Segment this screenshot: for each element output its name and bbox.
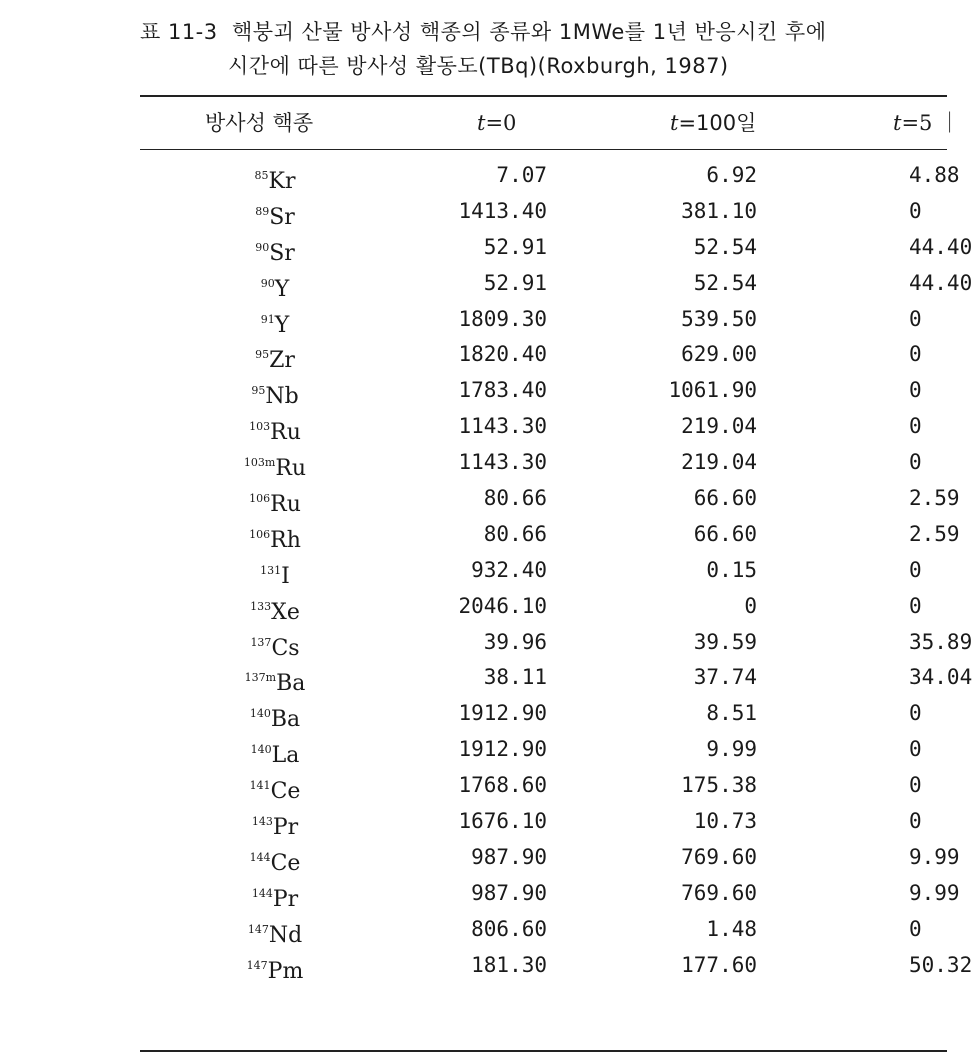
nuclide-cell [220,266,330,302]
activity-t100: 8.51 [706,701,757,726]
activity-t0: 1413.40 [458,198,547,223]
activity-t100: 6.92 [706,163,757,187]
element-symbol: Ba [270,707,301,733]
activity-t0: 1768.60 [458,773,547,798]
activity-t0: 39.96 [483,629,547,654]
mass-number: 89 [255,204,270,218]
element-symbol: Ru [270,420,301,446]
element-symbol: Y [274,312,290,338]
table-row [140,194,947,230]
element-symbol: Pm [267,958,304,984]
header-nuclide: 방사성 핵종 [205,111,314,135]
element-symbol: Zr [269,348,295,374]
header-t100 [670,106,756,140]
element-symbol: Ce [270,779,301,805]
activity-t0: 80.66 [483,486,547,511]
activity-t5: 0 [909,342,922,367]
header-t5-var: t [893,111,902,135]
nuclide-cell [220,158,330,194]
table-row [140,804,947,840]
activity-t0: 80.66 [483,521,547,546]
table-row [140,266,972,302]
table-row [140,373,947,409]
table-bottom-rule [140,1050,947,1052]
activity-t0: 1809.30 [458,306,547,331]
caption-title-part-2: 시간에 따른 방사성 활동도(TBq)(Roxburgh, 1987) [228,54,729,78]
mass-number: 140 [250,743,272,757]
mass-number: 137m [244,671,277,685]
activity-t0: 38.11 [483,665,547,690]
caption-line-1 [140,15,947,49]
element-symbol: Sr [269,204,295,230]
activity-t100: 219.04 [681,450,757,475]
mass-number: 144 [251,886,273,900]
activity-t5: 44.40 [909,270,972,295]
table-row [140,409,947,445]
activity-t100: 66.60 [693,486,757,511]
element-symbol: Y [274,276,290,302]
activity-t0: 1820.40 [458,342,547,367]
element-symbol: Ru [275,456,307,482]
activity-t5: 0 [909,198,922,223]
mass-number: 103 [249,420,271,434]
activity-t5: 2.59 [909,521,960,546]
mass-number: 106 [249,527,271,541]
nuclide-cell [220,804,330,840]
element-symbol: Pr [272,815,299,841]
activity-t0: 1912.90 [458,737,547,762]
activity-t100: 39.59 [693,629,757,654]
mass-number: 133 [250,599,272,613]
activity-t5: 0 [909,737,922,762]
element-symbol: I [281,563,290,589]
mass-number: 103m [243,456,276,470]
table-row [140,840,960,876]
table-row [140,589,947,625]
activity-t100: 769.60 [681,844,757,869]
activity-t100: 381.10 [681,198,757,223]
header-t0-var: t [477,111,486,135]
activity-t0: 1912.90 [458,701,547,726]
table-top-rule [140,95,947,97]
nuclide-cell [220,373,330,409]
activity-t5: 0 [909,701,922,726]
table-row [140,732,947,768]
caption-table-number: 표 11-3 [140,20,218,44]
activity-t5: 34.04 [909,665,972,690]
activity-t0: 987.90 [471,880,547,905]
activity-t5: 2.59 [909,486,960,511]
element-symbol: La [271,743,300,769]
activity-t5: 50.32 [909,952,972,977]
element-symbol: Ru [270,492,301,518]
activity-t100: 10.73 [693,809,757,834]
activity-t100: 219.04 [681,414,757,439]
activity-t100: 0.15 [706,557,757,582]
mass-number: 147 [246,958,268,972]
table-row [140,337,947,373]
table-row [140,660,972,697]
nuclide-cell [220,409,330,445]
nuclide-cell [220,840,330,876]
activity-t0: 1143.30 [458,450,547,475]
table-row [140,302,947,338]
activity-t0: 2046.10 [458,593,547,618]
activity-t5: 9.99 [909,880,960,905]
activity-t0: 932.40 [471,557,547,582]
activity-t5: 35.89 [909,629,972,654]
nuclide-cell [220,948,330,984]
activity-t100: 52.54 [693,270,757,295]
table-row [140,625,972,661]
mass-number: 85 [254,169,269,182]
activity-t5: 0 [909,378,922,403]
table-row [140,948,972,984]
table-row [140,517,960,553]
activity-t0: 1143.30 [458,414,547,439]
activity-t100: 1.48 [706,916,757,941]
mass-number: 106 [249,492,271,506]
mass-number: 90 [255,240,270,254]
activity-t0: 181.30 [471,952,547,977]
table-row [140,445,947,481]
caption-title-part-1: 핵붕괴 산물 방사성 핵종의 종류와 1MWe를 1년 반응시킨 후에 [232,20,827,44]
activity-t5: 9.99 [909,844,960,869]
activity-t100: 52.54 [693,234,757,259]
element-symbol: Nd [268,922,303,948]
activity-t100: 66.60 [693,521,757,546]
element-symbol: Xe [271,599,300,625]
mass-number: 95 [255,348,270,362]
mass-number: 91 [260,312,275,326]
activity-t5: 0 [909,916,922,941]
mass-number: 147 [247,922,269,936]
nuclide-cell [220,696,330,732]
nuclide-cell [220,625,330,661]
activity-t5: 0 [909,809,922,834]
element-symbol: Pr [272,886,299,912]
table-row [140,768,947,804]
header-t0-value: =0 [485,111,517,135]
activity-t100: 0 [744,593,757,618]
nuclide-cell [220,337,330,373]
element-symbol: Sr [269,240,295,266]
activity-t0: 1783.40 [458,378,547,403]
activity-t5: 0 [909,414,922,439]
mass-number: 95 [251,384,266,398]
table-row [140,481,960,518]
header-t5 [893,106,960,140]
element-symbol: Nb [265,384,299,410]
table-header-rule [140,149,947,150]
nuclide-cell [220,912,330,948]
caption-line-2 [140,49,947,83]
activity-t100: 175.38 [681,773,757,798]
activity-t100: 629.00 [681,342,757,367]
mass-number: 137 [250,635,272,649]
nuclide-cell [220,660,330,696]
activity-t0: 1676.10 [458,809,547,834]
element-symbol: Ba [276,671,306,697]
activity-t0: 806.60 [471,916,547,941]
activity-t0: 52.91 [483,234,547,259]
mass-number: 90 [260,276,275,290]
nuclide-cell [220,517,330,553]
nuclide-cell [220,230,330,266]
nuclide-cell [220,302,330,338]
activity-t5: 0 [909,557,922,582]
table-row [140,230,972,266]
nuclide-cell [220,445,330,481]
element-symbol: Ce [270,850,301,876]
table-body [140,158,972,984]
nuclide-cell [220,732,330,768]
mass-number: 140 [249,707,271,721]
activity-t5: 0 [909,450,922,475]
mass-number: 131 [260,563,282,577]
activity-t5: 44.40 [909,234,972,259]
nuclide-cell [220,194,330,230]
activity-t5: 0 [909,306,922,331]
activity-t100: 1061.90 [668,378,757,403]
header-t100-var: t [670,111,679,135]
activity-t100: 177.60 [681,952,757,977]
mass-number: 143 [251,815,273,829]
table-row [140,876,960,912]
table-row [140,912,947,948]
header-t0 [477,106,516,140]
table-row [140,158,960,194]
element-symbol: Kr [268,169,296,194]
nuclide-cell [220,481,330,517]
table-caption [140,15,947,95]
activity-t5: 4.88 [909,163,960,187]
activity-t100: 769.60 [681,880,757,905]
activity-t100: 539.50 [681,306,757,331]
table-row [140,553,947,589]
header-t5-value: =5 ｜ [901,111,961,135]
nuclide-cell [220,768,330,804]
activity-t5: 0 [909,773,922,798]
header-t100-value: =100일 [678,111,757,135]
nuclide-cell [220,876,330,912]
table-row [140,696,947,732]
nuclide-cell [220,589,330,625]
mass-number: 144 [249,850,271,864]
activity-t0: 52.91 [483,270,547,295]
element-symbol: Rh [270,527,301,553]
activity-t100: 9.99 [706,737,757,762]
element-symbol: Cs [271,635,300,661]
mass-number: 141 [249,779,271,793]
activity-t0: 7.07 [496,163,547,187]
activity-t100: 37.74 [693,665,757,690]
activity-t0: 987.90 [471,844,547,869]
nuclide-cell [220,553,330,589]
activity-t5: 0 [909,593,922,618]
